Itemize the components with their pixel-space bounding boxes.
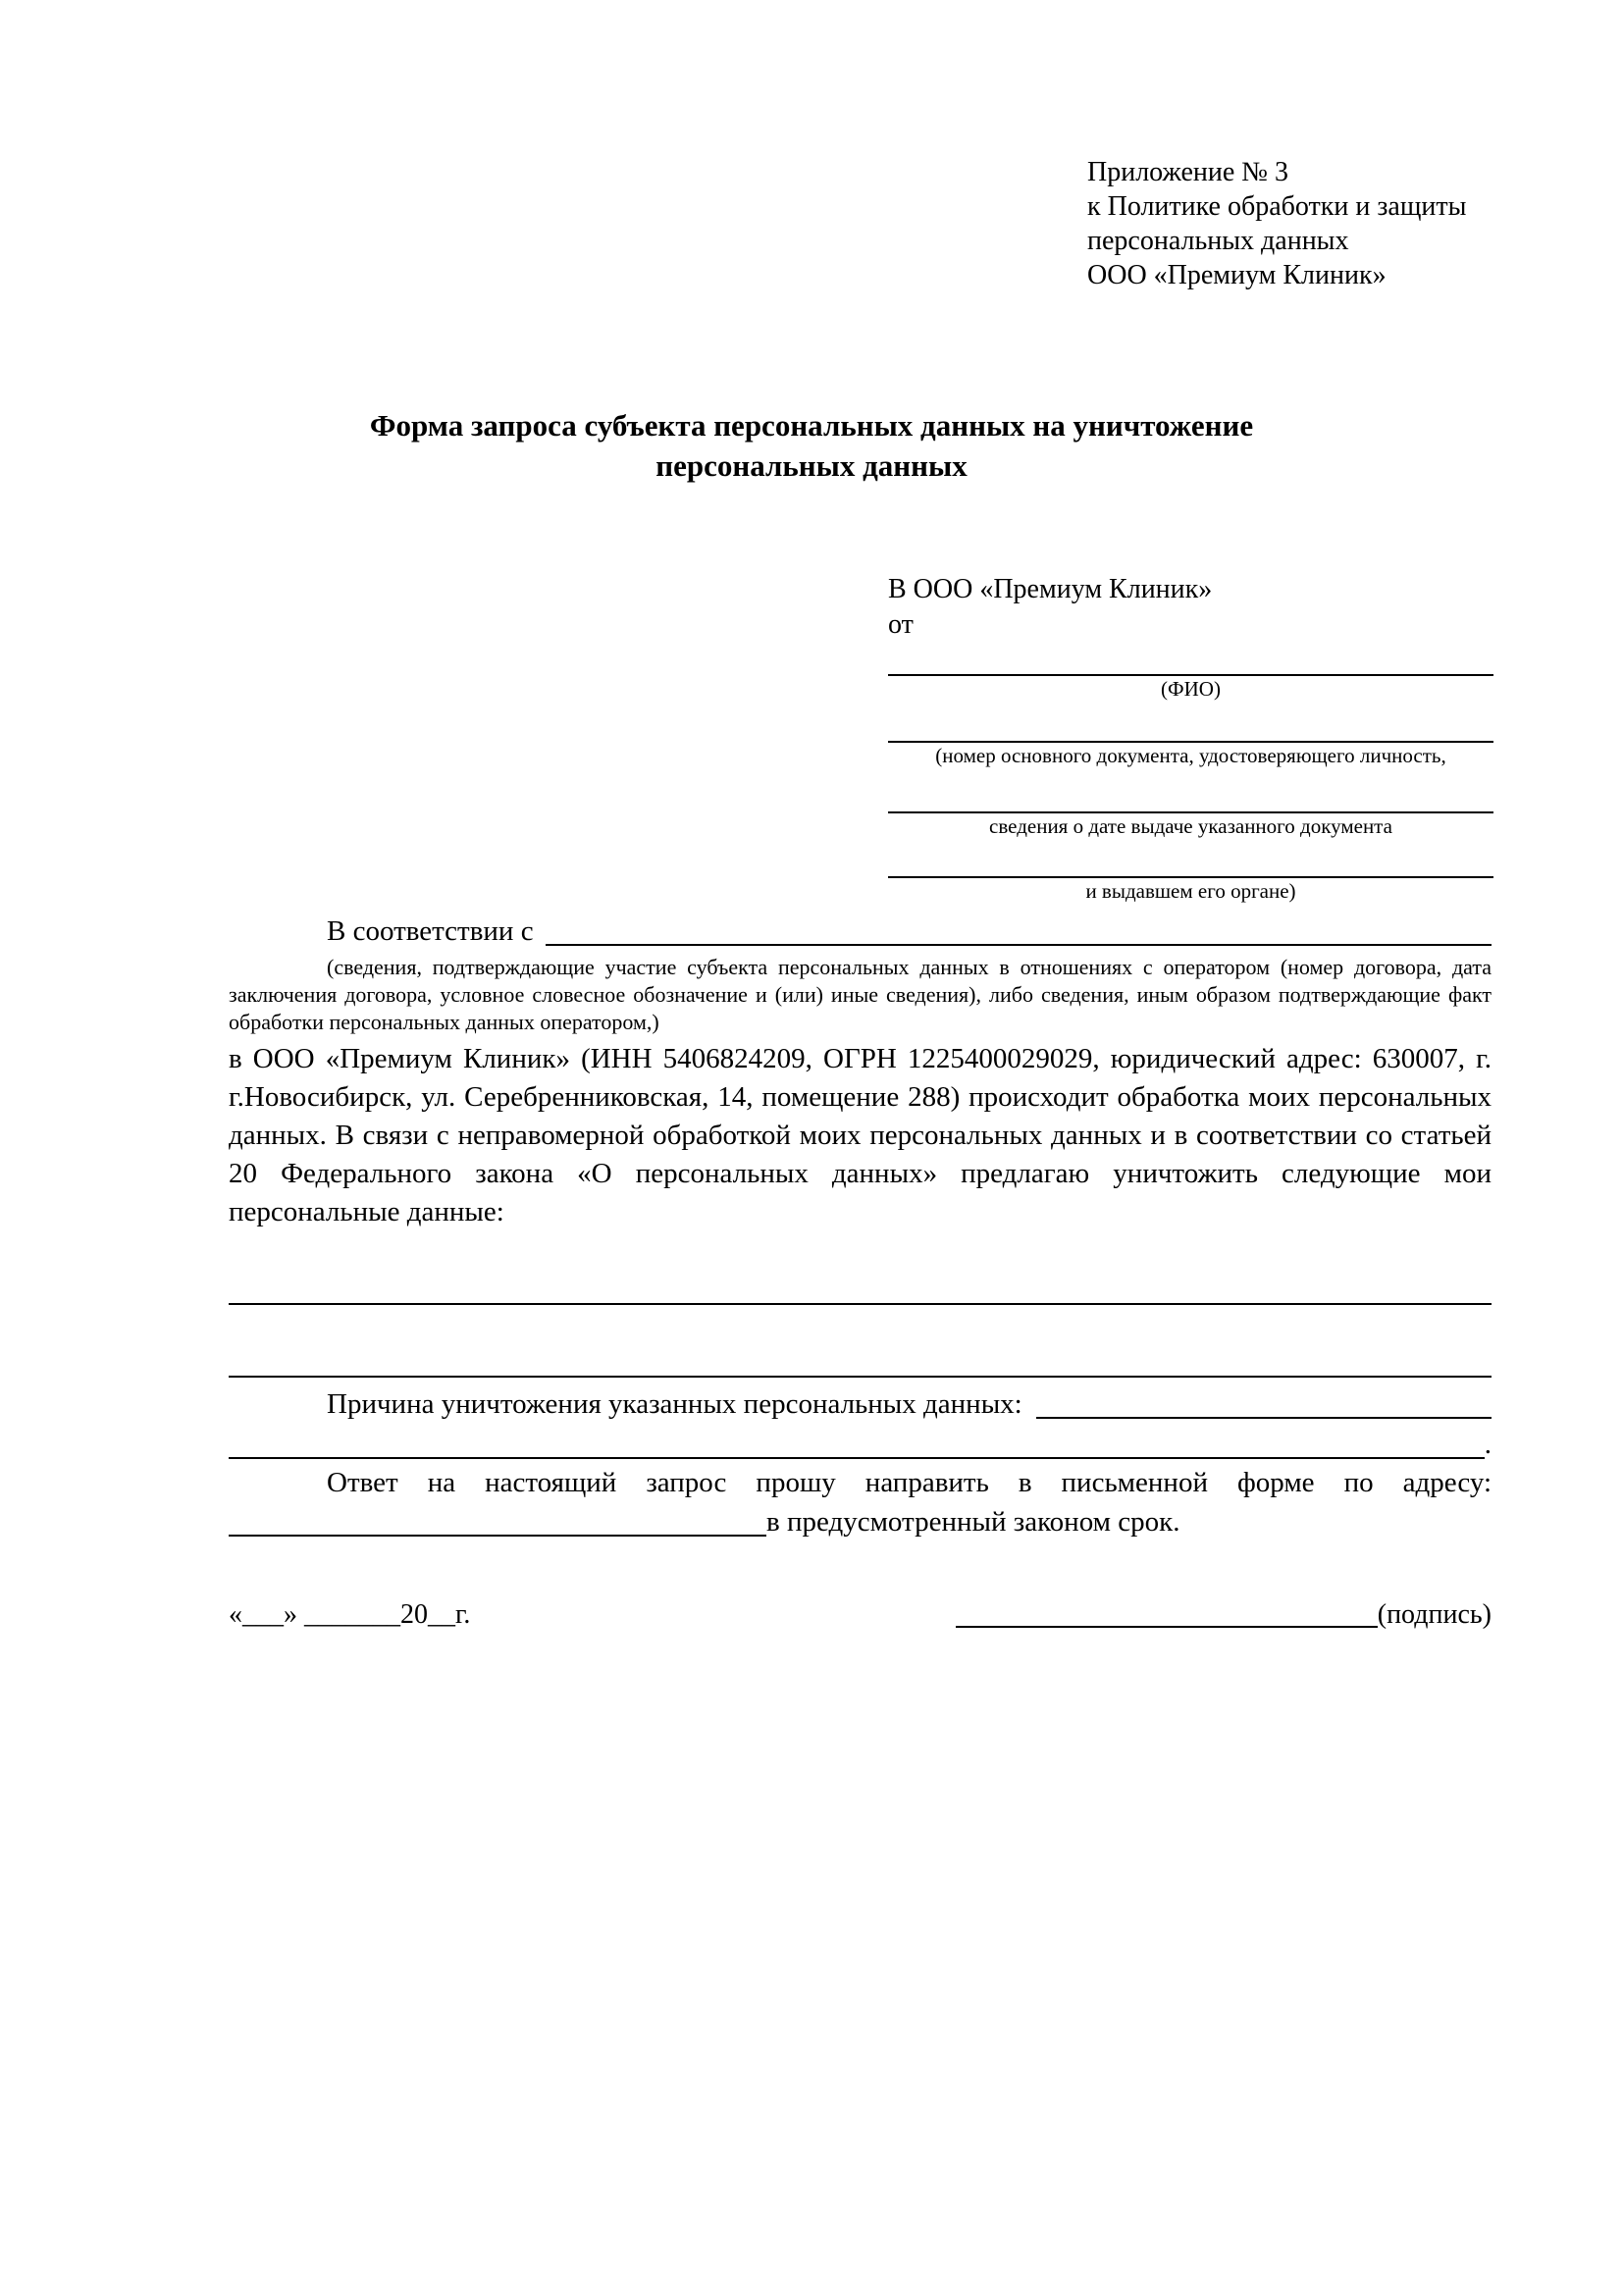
addressee-from-label: от xyxy=(888,609,914,640)
response-tail: в предусмотренный законом срок. xyxy=(766,1506,1180,1538)
fio-caption: (ФИО) xyxy=(1161,677,1221,701)
accordance-row xyxy=(229,913,1492,951)
sentence-period: . xyxy=(1484,1429,1492,1460)
appendix-header-line: к Политике обработки и защиты xyxy=(1087,191,1467,222)
reason-row xyxy=(229,1383,1492,1424)
signature-blank-field xyxy=(956,1626,1378,1628)
document-title-line: Форма запроса субъекта персональных данных на уничтожение xyxy=(369,408,1254,443)
appendix-header-line: персональных данных xyxy=(1087,226,1349,256)
document-number-blank-field xyxy=(888,702,1493,743)
reason-blank-field-continuation xyxy=(229,1457,1485,1459)
accordance-label: В соответствии с xyxy=(327,915,534,947)
personal-data-blank-line-1 xyxy=(229,1231,1492,1305)
issue-date-caption: сведения о дате выдаче указанного документа xyxy=(989,814,1392,838)
appendix-header-line: ООО «Премиум Клиник» xyxy=(1087,260,1387,290)
document-title-line: персональных данных xyxy=(655,448,968,483)
addressee-block xyxy=(888,572,1493,904)
issue-date-blank-field xyxy=(888,768,1493,813)
reason-continuation-row xyxy=(229,1424,1492,1464)
document-body xyxy=(229,913,1492,1634)
fio-blank-field xyxy=(888,643,1493,676)
accordance-blank-field xyxy=(546,944,1492,946)
date-line: «___» _______20__г. xyxy=(229,1599,471,1630)
appendix-header xyxy=(1087,155,1466,292)
main-paragraph: в ООО «Премиум Клиник» (ИНН 5406824209, ОГРН 1225400029029, юридический адрес: 630007, г. г.Новосибирск, ул. Серебренниковская, 14, помещение 288) происходит обработка моих персональных данных. В связи с неправомерной обработкой моих персональных данных и в соответствии со статьей 20 Федерального закона «О персональных данных» предлагаю уничтожить следующие мои персональные данные: xyxy=(229,1043,1492,1227)
personal-data-blank-line-2 xyxy=(229,1305,1492,1378)
issuing-authority-blank-field xyxy=(888,839,1493,878)
issuing-authority-caption: и выдавшем его органе) xyxy=(1085,879,1296,903)
signature-group xyxy=(956,1596,1492,1634)
address-blank-field xyxy=(229,1535,766,1537)
reason-label: Причина уничтожения указанных персональных данных: xyxy=(327,1388,1022,1420)
response-sentence: Ответ на настоящий запрос прошу направить в письменной форме по адресу: xyxy=(327,1467,1492,1498)
date-signature-row xyxy=(229,1596,1492,1634)
accordance-footnote: (сведения, подтверждающие участие субъекта персональных данных в отношениях с оператором (номер договора, дата заключения договора, условное словесное обозначение и (или) иные сведения), либо сведения, иным образом подтверждающие факт обработки персональных данных оператором,) xyxy=(229,955,1492,1034)
response-address-row xyxy=(229,1502,1492,1541)
document-number-caption: (номер основного документа, удостоверяющего личность, xyxy=(935,744,1446,767)
appendix-header-line: Приложение № 3 xyxy=(1087,157,1288,187)
addressee-to: В ООО «Премиум Клиник» xyxy=(888,574,1213,604)
document-title xyxy=(0,405,1623,486)
signature-caption: (подпись) xyxy=(1377,1599,1492,1630)
reason-blank-field xyxy=(1036,1417,1492,1419)
